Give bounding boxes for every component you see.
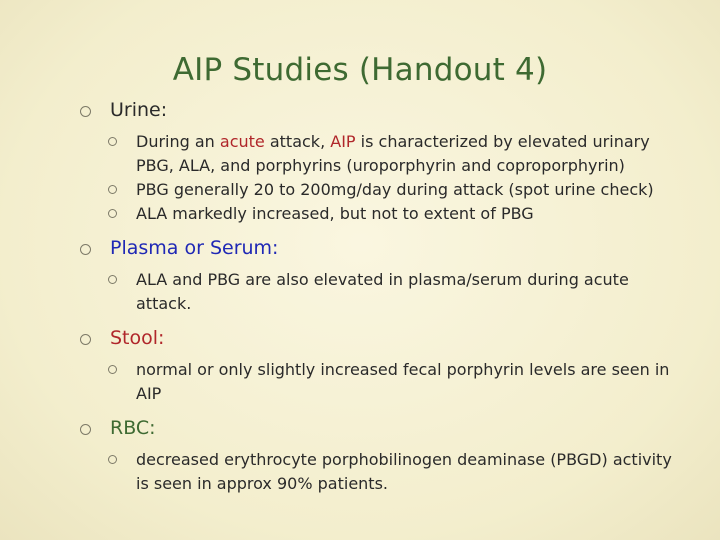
section-stool: [80, 326, 680, 406]
section-heading: [80, 236, 680, 260]
section-rbc: [80, 416, 680, 496]
urine-heading: Urine:: [110, 99, 168, 121]
section-plasma: [80, 236, 680, 316]
stool-heading: Stool:: [110, 327, 165, 349]
item-text: normal or only slightly increased fecal porphyrin levels are seen in AIP: [136, 360, 670, 403]
plasma-heading: Plasma or Serum:: [110, 237, 279, 259]
slide-title: AIP Studies (Handout 4): [172, 52, 548, 88]
bullet-icon: [80, 334, 91, 345]
bullet-icon: [80, 424, 91, 435]
slide-content: [80, 98, 680, 506]
bullet-icon: [108, 455, 117, 464]
list-item: [108, 358, 680, 406]
item-text: PBG generally 20 to 200mg/day during attack (spot urine check): [136, 180, 654, 199]
section-urine: [80, 98, 680, 226]
bullet-icon: [108, 185, 117, 194]
bullet-icon: [80, 244, 91, 255]
highlight-acute: acute: [219, 132, 265, 151]
bullet-icon: [108, 209, 117, 218]
bullet-icon: [108, 365, 117, 374]
item-text: decreased erythrocyte porphobilinogen deaminase (PBGD) activity is seen in approx 90% patients.: [136, 450, 672, 493]
highlight-aip: AIP: [330, 132, 356, 151]
list-item: [108, 202, 680, 226]
section-heading: [80, 98, 680, 122]
list-item: [108, 130, 680, 178]
bullet-icon: [108, 137, 117, 146]
list-item: [108, 178, 680, 202]
item-text: ALA markedly increased, but not to extent of PBG: [136, 204, 534, 223]
text-run: attack,: [264, 132, 331, 151]
text-run: is characterized by elevated urinary PBG, ALA, and porphyrins (uroporphyrin and coproporphyrin): [136, 132, 650, 175]
bullet-icon: [80, 106, 91, 117]
list-item: [108, 268, 680, 316]
section-heading: [80, 416, 680, 440]
rbc-heading: RBC:: [110, 417, 156, 439]
list-item: [108, 448, 680, 496]
section-heading: [80, 326, 680, 350]
text-run: During an: [136, 132, 220, 151]
item-text: ALA and PBG are also elevated in plasma/serum during acute attack.: [136, 270, 629, 313]
bullet-icon: [108, 275, 117, 284]
